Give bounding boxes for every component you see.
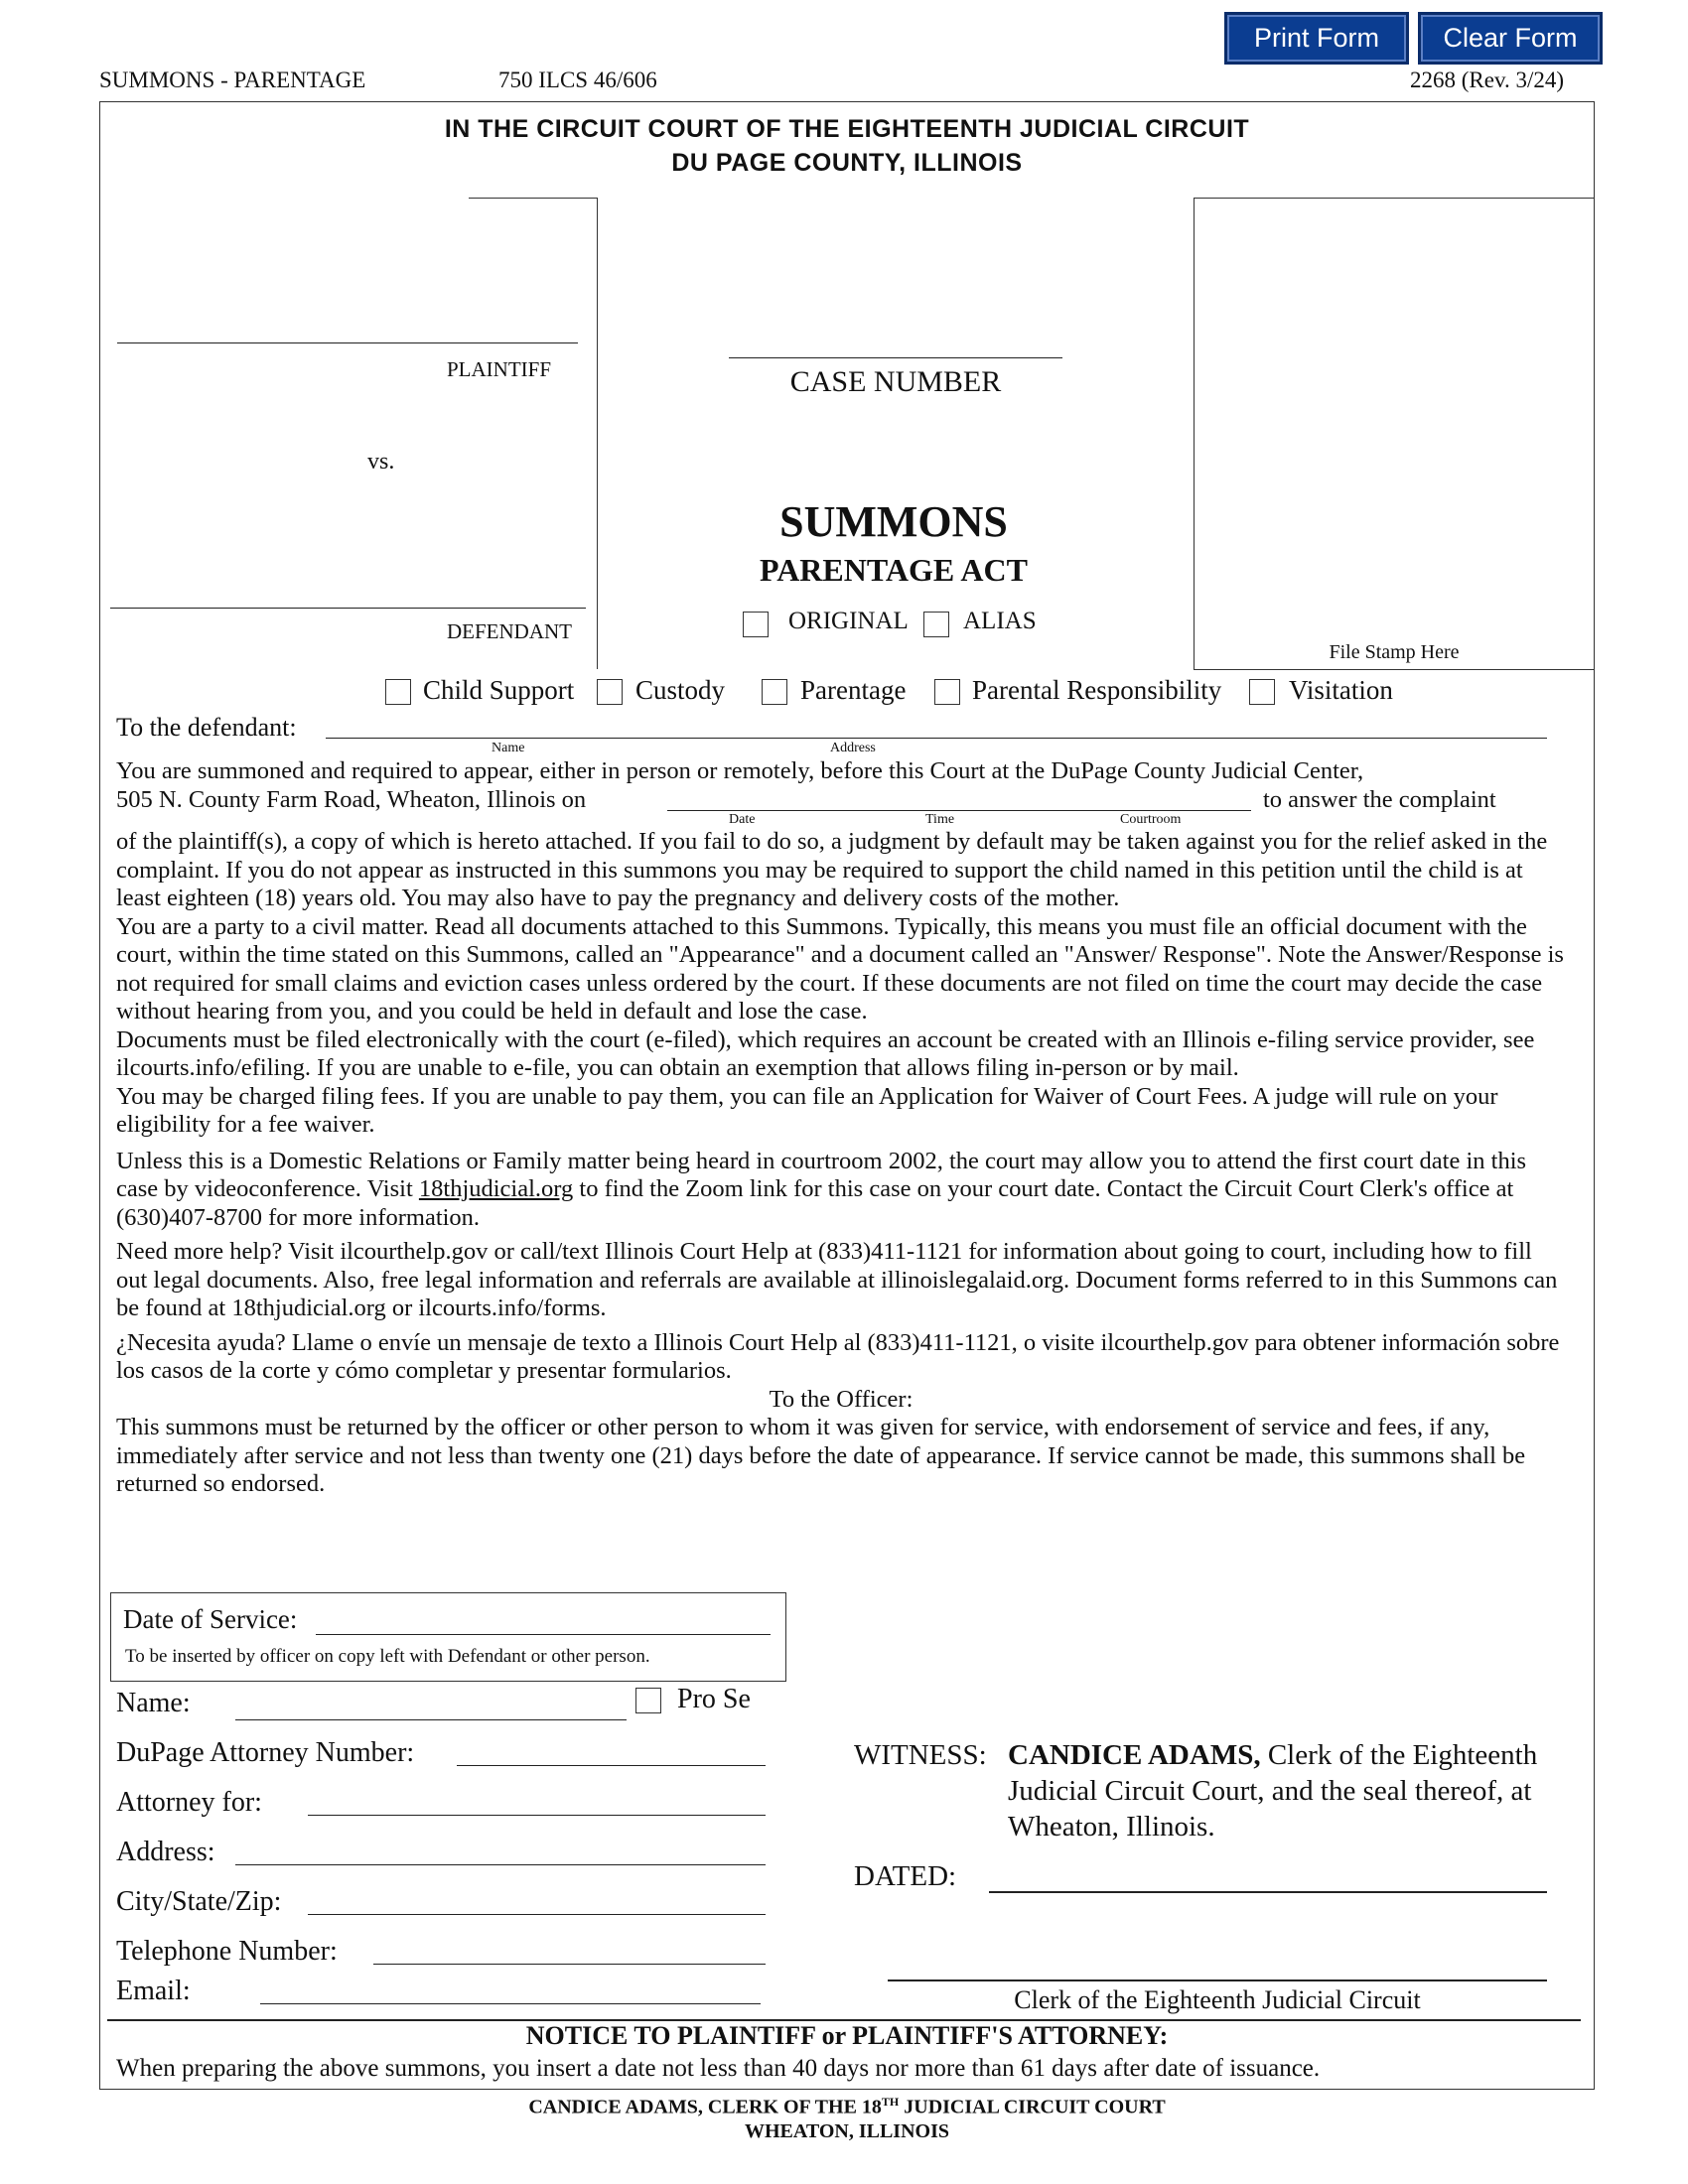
plaintiff-field[interactable] <box>117 342 578 343</box>
footer-line1 <box>99 2095 1595 2119</box>
telephone-field[interactable] <box>373 1964 766 1965</box>
parental-responsibility-label: Parental Responsibility <box>972 675 1222 705</box>
form-number: 2268 (Rev. 3/24) <box>1410 68 1565 92</box>
footer-line1-sup: TH <box>881 2095 900 2109</box>
child-support-checkbox[interactable] <box>385 679 411 705</box>
appear-line2: 505 N. County Farm Road, Wheaton, Illinois on <box>116 786 587 813</box>
case-number-field[interactable] <box>729 357 1062 358</box>
pro-se-label: Pro Se <box>677 1684 751 1714</box>
court-name-line2: DU PAGE COUNTY, ILLINOIS <box>671 149 1023 177</box>
parentage-label: Parentage <box>800 675 907 705</box>
notice-heading: NOTICE TO PLAINTIFF or PLAINTIFF'S ATTORNEY: <box>525 2021 1169 2050</box>
notice-text: When preparing the above summons, you insert a date not less than 40 days nor more than 61 days after date of issuance. <box>116 2055 1321 2082</box>
clerk-name: CANDICE ADAMS, <box>1008 1739 1261 1771</box>
telephone-label: Telephone Number: <box>116 1936 338 1967</box>
attorney-name-label: Name: <box>116 1688 191 1718</box>
to-defendant-label: To the defendant: <box>116 713 297 742</box>
court-name-line1: IN THE CIRCUIT COURT OF THE EIGHTEENTH JUDICIAL CIRCUIT <box>444 115 1250 143</box>
judicial-website-link[interactable]: 18thjudicial.org <box>418 1175 574 1202</box>
fees-paragraph: You may be charged filing fees. If you are unable to pay them, you can file an Application for Waiver of Court Fees. A judge will rule on your eligibility for a fee waiver. <box>116 1082 1498 1138</box>
visitation-checkbox[interactable] <box>1249 679 1275 705</box>
plaintiff-label: PLAINTIFF <box>447 357 552 381</box>
videoconference-text-b: to find the Zoom link for this case on your court date. Contact the Circuit Court Clerk's office at (630)407-8700 for more information. <box>116 1175 1514 1231</box>
dupage-attorney-number-field[interactable] <box>457 1765 766 1766</box>
name-caption: Name <box>492 741 525 755</box>
footer-line1-post: JUDICIAL CIRCUIT COURT <box>904 2096 1166 2118</box>
appearance-date-field[interactable] <box>667 810 1251 811</box>
email-field[interactable] <box>260 2003 761 2004</box>
file-stamp-label: File Stamp Here <box>1329 641 1460 663</box>
witness-line2: Judicial Circuit Court, and the seal thereof, at <box>1008 1775 1532 1807</box>
case-number-label: CASE NUMBER <box>789 365 1002 398</box>
caption-box-right <box>597 198 598 669</box>
date-caption: Date <box>729 812 756 827</box>
pro-se-checkbox[interactable] <box>635 1688 661 1713</box>
civil-matter-paragraph: You are a party to a civil matter. Read all documents attached to this Summons. Typically, this means you must file an official document with the court, within the time stated on this Summons, called an "Appearance" and a document called an "Answer/ Response". Note the Answer/Response is not required for small claims and eviction cases unless ordered by the court. If these documents are not filed on time the court may decide the case without hearing from you, and you could be held in default and lose the case. <box>116 912 1564 1024</box>
help-paragraph: Need more help? Visit ilcourthelp.gov or call/text Illinois Court Help at (833)411-1121 for information about going to court, including how to fill out legal documents. Also, free legal information and referrals are available at illinoislegalaid.org. Document forms referred to in this Summons can be found at 18thjudicial.org or ilcourts.info/forms. <box>116 1238 1558 1321</box>
date-of-service-field[interactable] <box>316 1634 771 1635</box>
child-support-label: Child Support <box>423 675 575 705</box>
witness-line1 <box>1008 1739 1537 1772</box>
efiling-paragraph: Documents must be filed electronically with the court (e-filed), which requires an account be created with an Illinois e-filing service provider, see ilcourts.info/efiling. If you are unable to e-file, you can obtain an exemption that allows filing in-person or by mail. <box>116 1025 1535 1081</box>
summons-subtitle: PARENTAGE ACT <box>760 552 1028 588</box>
caption-box-top <box>469 198 598 199</box>
footer-line1-pre: CANDICE ADAMS, CLERK OF THE 18 <box>528 2096 882 2118</box>
date-of-service-label: Date of Service: <box>123 1604 298 1634</box>
officer-heading: To the Officer: <box>769 1385 914 1413</box>
witness-line1-rest: Clerk of the Eighteenth <box>1267 1739 1538 1771</box>
clerk-signature-caption: Clerk of the Eighteenth Judicial Circuit <box>1014 1985 1421 2014</box>
address-field[interactable] <box>235 1864 766 1865</box>
file-stamp-box <box>1194 198 1595 670</box>
attorney-for-field[interactable] <box>308 1815 766 1816</box>
print-form-button[interactable]: Print Form <box>1224 12 1409 65</box>
defendant-label: DEFENDANT <box>447 619 572 643</box>
city-state-zip-field[interactable] <box>308 1914 766 1915</box>
parental-responsibility-checkbox[interactable] <box>934 679 960 705</box>
courtroom-caption: Courtroom <box>1120 812 1182 827</box>
time-caption: Time <box>925 812 955 827</box>
witness-label: WITNESS: <box>854 1739 987 1771</box>
officer-paragraph: This summons must be returned by the officer or other person to whom it was given for service, with endorsement of service and fees, if any, immediately after service and not less than twenty one (21) days before the date of appearance. If service cannot be made, this summons shall be returned so endorsed. <box>116 1414 1526 1497</box>
custody-checkbox[interactable] <box>597 679 623 705</box>
original-checkbox[interactable] <box>743 612 769 637</box>
visitation-label: Visitation <box>1289 675 1393 705</box>
statute-reference: 750 ILCS 46/606 <box>498 68 657 92</box>
dated-field[interactable] <box>989 1891 1547 1893</box>
videoconference-paragraph <box>116 1148 1566 1233</box>
default-judgment-paragraph: of the plaintiff(s), a copy of which is hereto attached. If you fail to do so, a judgment by default may be taken against you for the relief asked in the complaint. If you do not appear as instructed in this summons you may be required to support the child named in this petition until the child is at least eighteen (18) years old. You may also have to pay the pregnancy and delivery costs of the mother. <box>116 828 1548 911</box>
address-caption: Address <box>830 741 876 755</box>
clear-form-button[interactable]: Clear Form <box>1418 12 1603 65</box>
summons-title: SUMMONS <box>779 497 1008 546</box>
footer-line2: WHEATON, ILLINOIS <box>745 2120 949 2142</box>
form-title: SUMMONS - PARENTAGE <box>99 68 366 92</box>
clerk-signature-line[interactable] <box>888 1979 1547 1981</box>
custody-label: Custody <box>635 675 726 705</box>
dated-label: DATED: <box>854 1860 957 1892</box>
answer-complaint-label: to answer the complaint <box>1263 786 1496 813</box>
parentage-checkbox[interactable] <box>762 679 787 705</box>
spanish-help-paragraph: ¿Necesita ayuda? Llame o envíe un mensaje de texto a Illinois Court Help al (833)411-1121, o visite ilcourthelp.gov para obtener información sobre los casos de la corte y cómo completar y presentar formularios. <box>116 1328 1560 1384</box>
videoconference-text-a: Unless this is a Domestic Relations or Family matter being heard in courtroom 2002, the court may allow you to attend the first court date in this case by videoconference. Visit <box>116 1147 1527 1202</box>
attorney-name-field[interactable] <box>235 1719 627 1720</box>
appear-line1: You are summoned and required to appear, either in person or remotely, before this Court at the DuPage County Judicial Center, <box>116 757 1364 784</box>
body-text <box>116 828 1566 1499</box>
attorney-for-label: Attorney for: <box>116 1787 262 1818</box>
alias-checkbox[interactable] <box>923 612 949 637</box>
defendant-field[interactable] <box>110 608 586 609</box>
defendant-name-address-field[interactable] <box>326 738 1547 739</box>
email-label: Email: <box>116 1976 191 2006</box>
original-label: ORIGINAL <box>788 608 909 634</box>
date-of-service-note: To be inserted by officer on copy left with Defendant or other person. <box>125 1646 650 1667</box>
versus-label: vs. <box>367 449 395 475</box>
witness-line3: Wheaton, Illinois. <box>1008 1811 1215 1843</box>
alias-label: ALIAS <box>963 608 1037 634</box>
dupage-attorney-number-label: DuPage Attorney Number: <box>116 1737 415 1768</box>
address-label: Address: <box>116 1837 215 1867</box>
city-state-zip-label: City/State/Zip: <box>116 1886 282 1917</box>
